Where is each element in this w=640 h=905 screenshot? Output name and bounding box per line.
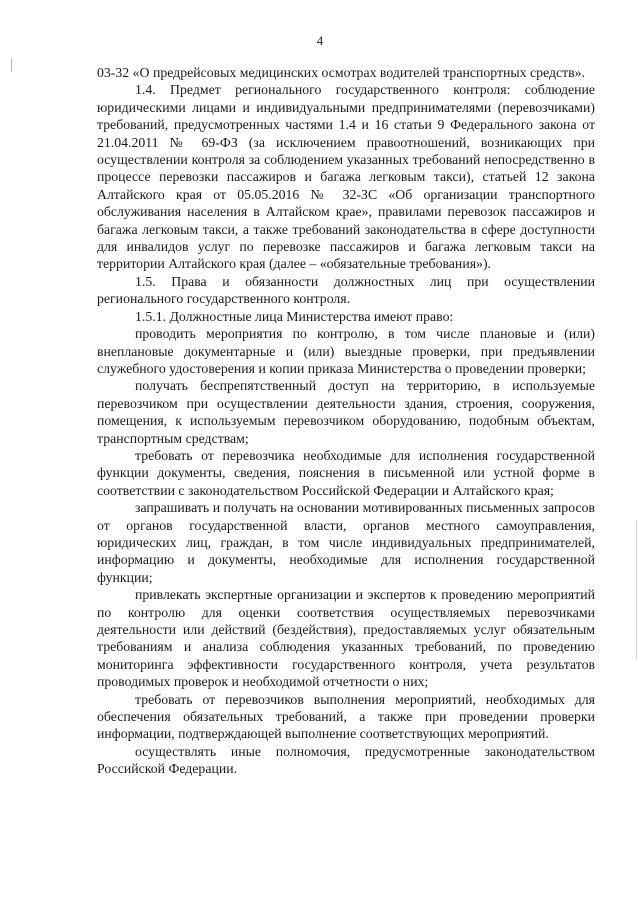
paragraph: осуществлять иные полномочия, предусмотренные законодательством Российской Федерации.: [97, 743, 595, 777]
paragraph: 1.5.1. Должностные лица Министерства имеют право:: [135, 308, 454, 324]
paragraph: требовать от перевозчика необходимые для исполнения государственной функции документы, сведения, пояснения в письменной или устной форме в соответствии с законодательством Российской Федерации и Алтайского края;: [97, 447, 595, 498]
scan-edge-mark: [11, 58, 12, 72]
scan-edge-mark: [636, 520, 637, 660]
paragraph: 03-32 «О предрейсовых медицинских осмотрах водителей транспортных средств».: [97, 65, 585, 80]
document-body: [97, 64, 595, 778]
paragraph: получать беспрепятственный доступ на территорию, в используемые перевозчиком при осуществлении деятельности здания, строения, сооружения, помещения, к используемым перевозчиком оборудованию, подобным объектам, транспортным средствам;: [97, 378, 595, 446]
paragraph: запрашивать и получать на основании мотивированных письменных запросов от органов государственной власти, органов местного самоуправления, юридических лиц, граждан, в том числе индивидуальных предпринимателей, информацию и документы, необходимые для исполнения государственной функции;: [97, 500, 595, 585]
page-number: 4: [316, 33, 324, 48]
paragraph: привлекать экспертные организации и экспертов к проведению мероприятий по контролю для оценки соответствия осуществляемых перевозчиками деятельности или действий (бездействия), предоставляемых услуг обязательным требованиям и анализа соблюдения указанных требований, по проведению мониторинга эффективности государственного контроля, учета результатов проводимых проверок и необходимой отчетности о них;: [97, 587, 595, 690]
paragraph: проводить мероприятия по контролю, в том числе плановые и (или) внеплановые документарные и (или) выездные проверки, при предъявлении служебного удостоверения и копии приказа Министерства о проведении проверки;: [97, 326, 595, 376]
paragraph: 1.4. Предмет регионального государственного контроля: соблюдение юридическими лицами и индивидуальными предпринимателями (перевозчиками) требований, предусмотренных частями 1.4 и 16 статьи 9 Федерального закона от 21.04.2011 № 69-ФЗ (за исключением правоотношений, возникающих при осуществлении контроля за соблюдением указанных требований непосредственно в процессе перевозки пассажиров и багажа легковым такси), статьей 12 закона Алтайского края от 05.05.2016 № 32-ЗС «Об организации транспортного обслуживания населения в Алтайском крае», правилами перевозок пассажиров и багажа легковым такси, а также требований законодательства в сфере доступности для инвалидов услуг по перевозке пассажиров и багажа легковым такси на территории Алтайского края (далее – «обязательные требования»).: [97, 82, 595, 272]
paragraph: требовать от перевозчиков выполнения мероприятий, необходимых для обеспечения обязательных требований, а также при проведении проверки информации, подтверждающей выполнение соответствующих мероприятий.: [97, 691, 595, 742]
paragraph: 1.5. Права и обязанности должностных лиц при осуществлении регионального государственного контроля.: [97, 273, 595, 307]
